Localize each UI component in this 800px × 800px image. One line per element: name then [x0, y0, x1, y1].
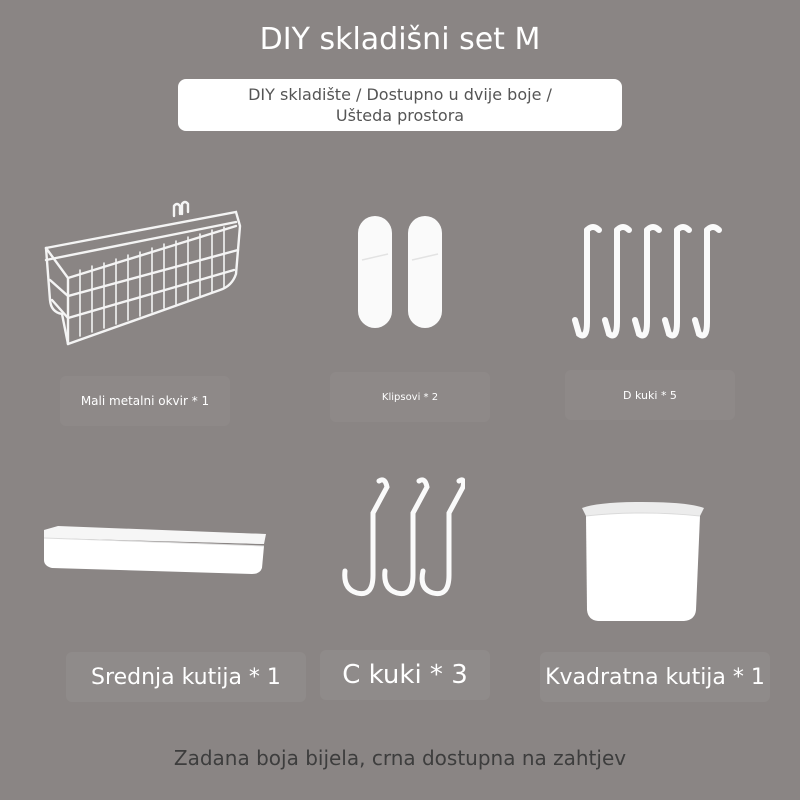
wire-basket-image: [40, 200, 245, 350]
page-title: DIY skladišni set M: [259, 22, 541, 57]
medium-box-image: [40, 520, 270, 580]
d-hooks-image: [565, 222, 730, 350]
subtitle-line-1: DIY skladište / Dostupno u dvije boje /: [248, 85, 552, 104]
c-hooks-image: [335, 475, 465, 605]
item-label-square-box: Kvadratna kutija * 1: [540, 652, 770, 702]
footer-note: Zadana boja bijela, crna dostupna na zahtjev: [173, 746, 627, 770]
square-box-image: [578, 500, 708, 625]
subtitle-line-2: Ušteda prostora: [335, 106, 465, 125]
clips-image: [350, 210, 450, 335]
item-label-c-hooks: C kuki * 3: [320, 650, 490, 700]
item-label-clips: Klipsovi * 2: [330, 372, 490, 422]
subtitle-box: [178, 79, 622, 131]
item-label-medium-box: Srednja kutija * 1: [66, 652, 306, 702]
item-label-wire-basket: Mali metalni okvir * 1: [60, 376, 230, 426]
item-label-d-hooks: D kuki * 5: [565, 370, 735, 420]
